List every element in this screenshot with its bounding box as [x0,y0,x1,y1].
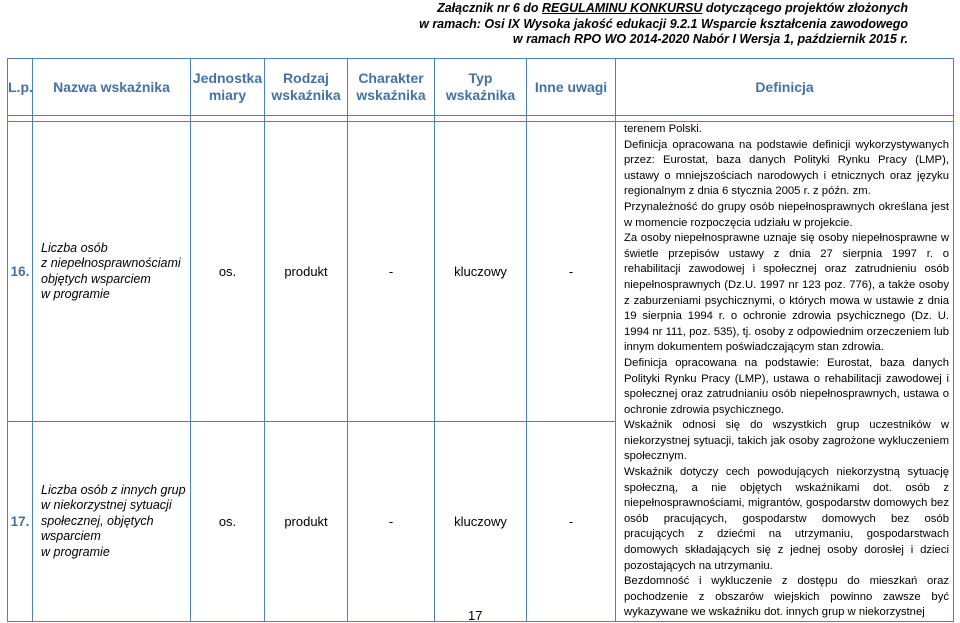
table-row [8,122,954,422]
character-cell: - [348,122,435,422]
definition-paragraph: Wskaźnik odnosi się do wszystkich grup uczestników w niekorzystnej sytuacji, takich jak osoby zagrożone wykluczeniem społecznym. [624,419,949,463]
col-header-kind: Rodzaj wskaźnika [265,59,348,116]
indicator-name: Liczba osób z innych grup w niekorzystnej sytuacji społecznej, objętych wsparciem w programie [33,422,191,622]
definition-paragraph: Definicja opracowana na podstawie: Eurostat, baza danych Polityki Rynku Pracy (LMP), ustawa o rehabilitacji zawodowej i społecznej oraz zatrudnianiu osób niepełnosprawnych, ustawa o ochronie zdrowia psychicznego. [624,356,949,416]
kind-cell: produkt [265,122,348,422]
regulation-link[interactable]: REGULAMINU KONKURSU [541,1,703,15]
header-line-2: w ramach: Osi IX Wysoka jakość edukacji 9.2.1 Wsparcie kształcenia zawodowego [419,16,908,31]
definition-cell [616,122,954,622]
definition-paragraph: Bezdomność i wykluczenie z dostępu do mieszkań oraz pochodzenie z obszarów wiejskich powinno zawsze być wykazywane we wskaźniku dot. innych grup w niekorzystnej [624,575,949,619]
type-cell: kluczowy [435,422,527,622]
unit-cell: os. [191,122,265,422]
definition-paragraph: Definicja opracowana na podstawie definicji wykorzystywanych przez: Eurostat, baza danych Polityki Rynku Pracy (LMP), ustawy o mniejszościach narodowych i etnicznych oraz języku regionalnym z dnia 6 stycznia 2005 r. z późn. zm. [624,138,949,198]
notes-cell: - [527,122,616,422]
col-header-unit: Jednostka miary [191,59,265,116]
col-header-character: Charakter wskaźnika [348,59,435,116]
definition-paragraph: terenem Polski. [624,123,702,135]
col-header-notes: Inne uwagi [527,59,616,116]
unit-cell: os. [191,422,265,622]
col-header-definition: Definicja [616,59,954,116]
row-number: 16. [8,122,33,422]
type-cell: kluczowy [435,122,527,422]
header-line-1: Załącznik nr 6 do REGULAMINU KONKURSU dotyczącego projektów złożonych [437,1,908,15]
table-header-row [8,59,954,116]
col-header-name: Nazwa wskaźnika [33,59,191,116]
character-cell: - [348,422,435,622]
definition-paragraph: Wskaźnik dotyczy cech powodujących niekorzystną sytuację społeczną, a nie objętych wskaźnikami dot. osób z niepełnosprawnościami, migrantów, gospodarstw domowych bez osób pracujących, gospodarstw domowych bez osób pracujących z dziećmi na utrzymaniu, gospodarstwach domowych składających się z jednej osoby dorosłej i dzieci pozostających na utrzymaniu. [624,466,949,572]
row-number: 17. [8,422,33,622]
indicator-table [7,58,954,622]
definition-paragraph: Przynależność do grupy osób niepełnosprawnych określana jest w momencie rozpoczęcia udziału w projekcie. [624,200,949,229]
page-number: 17 [468,608,483,623]
definition-paragraph: Za osoby niepełnosprawne uznaje się osoby niepełnosprawne w świetle przepisów ustawy z dnia 27 sierpnia 1997 r. o rehabilitacji zawodowej i społecznej oraz zatrudnieniu osób niepełnosprawnych (Dz.U. 1997 nr 123 poz. 776), a także osoby z zaburzeniami psychicznymi, o których mowa w ustawie z dnia 19 sierpnia 1994 r. o ochronie zdrowia psychicznego (Dz. U. 1994 nr 111, poz. 535), tj. osoby z odpowiednim orzeczeniem lub innym dokumentem poświadczającym stan zdrowia. [624,232,949,354]
attachment-header [419,1,908,48]
kind-cell: produkt [265,422,348,622]
col-header-type: Typ wskaźnika [435,59,527,116]
notes-cell: - [527,422,616,622]
header-line-3: w ramach RPO WO 2014-2020 Nabór I Wersja 1, październik 2015 r. [512,32,908,46]
col-header-lp: L.p. [8,59,33,116]
indicator-name: Liczba osób z niepełnosprawnościami objętych wsparciem w programie [33,122,191,422]
